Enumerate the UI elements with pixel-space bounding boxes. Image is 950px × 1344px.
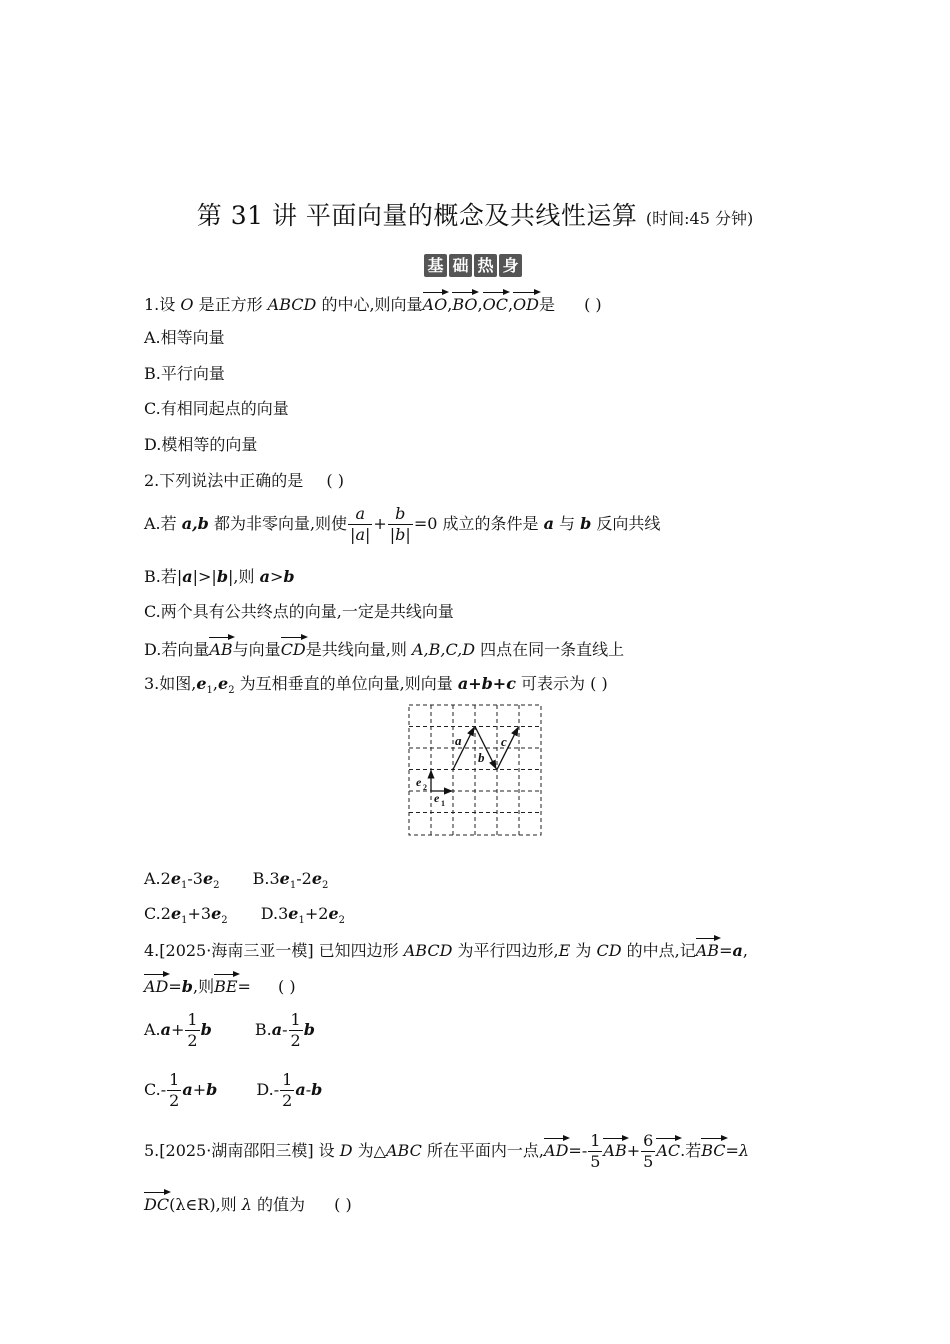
var-a: a (182, 1080, 193, 1099)
q2-option-d[interactable] (144, 637, 624, 660)
frac-den: |b| (389, 525, 411, 544)
fraction-one-fifth (588, 1131, 602, 1172)
badge-char: 身 (499, 254, 522, 277)
q3-option-c[interactable] (144, 904, 228, 927)
worksheet-title (0, 196, 950, 232)
question-5-stem-cont (144, 1192, 352, 1215)
q2-a-text: 反向共线 (591, 514, 661, 533)
equals: = (719, 941, 733, 960)
q4-option-b[interactable] (254, 1010, 315, 1050)
q4-options-row-2 (144, 1070, 322, 1111)
subscript: 2 (228, 685, 235, 697)
var-b: b (181, 977, 193, 996)
frac-den: 2 (187, 1031, 198, 1050)
label-a: a (455, 733, 462, 748)
vector-oc: OC (483, 292, 508, 315)
frac-num: 6 (643, 1131, 654, 1150)
subscript: 1 (206, 685, 213, 697)
q1-point-o: O (180, 295, 194, 314)
subscript: 1 (289, 880, 297, 892)
subscript: 1 (181, 915, 188, 927)
q2-d-text: 与向量 (232, 640, 281, 659)
coef: -2 (296, 869, 312, 888)
plus-sign: + (192, 1080, 207, 1099)
q2-a-text: A.若 (144, 514, 182, 533)
lambda: λ (241, 1195, 252, 1214)
q2-option-c[interactable]: C.两个具有公共终点的向量,一定是共线向量 (144, 602, 454, 621)
plus-sign: + (373, 514, 387, 533)
q2-a-text: 与 (553, 514, 581, 533)
comma: , (477, 295, 483, 314)
question-3-stem (144, 674, 608, 701)
coef: 3 (269, 869, 280, 888)
section-badge (424, 254, 522, 277)
lambda: λ (738, 1141, 750, 1160)
q1-square: ABCD (267, 295, 317, 314)
subscript: 2 (338, 915, 346, 927)
var-b: b (283, 567, 295, 586)
q2-b-text: B.若| (144, 567, 183, 586)
var-b: b (580, 514, 592, 533)
minus-sign: - (305, 1080, 312, 1099)
vector-grid-figure (408, 704, 542, 838)
var-a: a (295, 1080, 306, 1099)
label-e1-sub: 1 (441, 799, 445, 808)
frac-den: 2 (282, 1091, 293, 1110)
vector-bo: BO (452, 292, 477, 315)
q3-options-row-1 (144, 869, 328, 896)
var-a: a (271, 1020, 283, 1039)
q4-option-c[interactable] (144, 1070, 218, 1110)
q4-point-e: E (558, 941, 571, 960)
comma: , (742, 941, 748, 960)
var-b: b (206, 1080, 218, 1099)
var-e1: e (196, 674, 207, 693)
vector-be: BE (214, 974, 237, 997)
plus-sign: + (626, 1141, 641, 1160)
option-label: C. (144, 904, 161, 923)
var-b: b (216, 567, 228, 586)
fraction-half (185, 1010, 199, 1051)
fraction-half (280, 1070, 294, 1111)
subscript: 2 (213, 880, 220, 892)
coef: +2 (304, 904, 329, 923)
fraction-b-over-norm-b (388, 504, 413, 545)
vector-ad: AD (144, 974, 168, 997)
q3-options-row-2 (144, 904, 345, 931)
q4-text: ,则 (192, 977, 215, 996)
answer-paren: ( ) (584, 295, 602, 314)
plus-sign: + (171, 1020, 185, 1039)
q5-text: 所在平面内一点, (421, 1141, 545, 1160)
vector-dc: DC (144, 1192, 169, 1215)
frac-den: |a| (350, 525, 371, 544)
q2-a-vars: a,b (181, 514, 209, 533)
badge-char: 基 (424, 254, 447, 277)
question-4-stem (144, 938, 748, 961)
fraction-half (289, 1010, 303, 1051)
q2-a-text: 都为非零向量,则使 (208, 514, 348, 533)
q2-d-text: 四点在同一条直线上 (475, 640, 625, 659)
var-e1: e (170, 904, 182, 923)
subscript: 1 (181, 880, 188, 892)
q2-d-text: D.若向量 (144, 640, 210, 659)
q4-quad: ABCD (403, 941, 453, 960)
frac-num: 1 (187, 1010, 198, 1029)
equals: = (725, 1141, 739, 1160)
var-b: b (200, 1020, 212, 1039)
frac-num: 1 (169, 1070, 180, 1089)
q3-text: 为互相垂直的单位向量,则向量 (234, 674, 458, 693)
option-label: B. (254, 1020, 272, 1039)
subscript: 2 (322, 880, 329, 892)
q5-point-d: D (339, 1141, 353, 1160)
q2-b-text: |,则 (228, 567, 260, 586)
comma: , (447, 295, 453, 314)
var-a: a (259, 567, 270, 586)
question-4-stem-cont (144, 974, 296, 997)
subscript: 2 (221, 915, 228, 927)
q1-prefix: 1.设 (144, 295, 181, 314)
q2-option-b[interactable] (144, 567, 295, 587)
var-e1: e (279, 869, 290, 888)
var-e2: e (311, 869, 323, 888)
option-label: A. (144, 1020, 161, 1039)
equals: =- (568, 1141, 588, 1160)
vector-ad: AD (544, 1138, 568, 1161)
option-label: C.- (144, 1080, 167, 1099)
vector-ab: AB (603, 1138, 626, 1161)
q2-d-points: A,B,C,D (411, 640, 476, 659)
coef: +3 (187, 904, 212, 923)
minus-sign: - (282, 1020, 288, 1039)
answer-paren: ( ) (278, 977, 296, 996)
q4-option-a[interactable] (144, 1010, 212, 1050)
coef: 2 (160, 869, 171, 888)
q4-text: 的中点,记 (621, 941, 696, 960)
frac-den: 5 (643, 1152, 654, 1171)
q5-text: 5.[2025·湖南邵阳三模] 设 (144, 1141, 340, 1160)
var-e2: e (211, 904, 222, 923)
q5-text: .若 (680, 1141, 702, 1160)
q4-text: 为平行四边形, (452, 941, 559, 960)
option-label: D.- (256, 1080, 280, 1099)
q1-option-d[interactable]: D.模相等的向量 (144, 435, 258, 454)
var-a: a (543, 514, 554, 533)
q3-option-b[interactable] (252, 869, 329, 892)
q4-side-cd: CD (596, 941, 622, 960)
var-a: a (732, 941, 743, 960)
q5-text: 的值为 (251, 1195, 306, 1214)
q3-text: 3.如图, (144, 674, 197, 693)
q1-option-c[interactable]: C.有相同起点的向量 (144, 399, 289, 418)
comma: , (212, 674, 219, 693)
answer-paren: ( ) (590, 674, 608, 693)
option-label: D. (260, 904, 279, 923)
q4-text: 为 (570, 941, 597, 960)
vector-cd: CD (281, 637, 306, 660)
frac-num: 1 (282, 1070, 293, 1089)
q5-text: (λ∈R),则 (169, 1195, 242, 1214)
badge-char: 础 (449, 254, 472, 277)
q2-stem-text: 2.下列说法中正确的是 (144, 471, 304, 490)
var-e2: e (328, 904, 339, 923)
coef: 2 (160, 904, 171, 923)
var-a: a (160, 1020, 172, 1039)
coef: -3 (187, 869, 203, 888)
question-2-stem (144, 471, 344, 491)
q1-text: 是 (538, 295, 555, 314)
vector-bc: BC (701, 1138, 725, 1161)
var-e2: e (202, 869, 214, 888)
var-b: b (303, 1020, 315, 1039)
option-label: B. (252, 869, 270, 888)
option-label: A. (144, 869, 161, 888)
q1-option-a[interactable]: A.相等向量 (144, 328, 225, 347)
q2-d-text: 是共线向量,则 (305, 640, 412, 659)
q3-expression: a+b+c (457, 674, 516, 693)
q4-options-row-1 (144, 1010, 315, 1051)
var-e1: e (170, 869, 182, 888)
subscript: 1 (298, 915, 305, 927)
q2-a-text: =0 成立的条件是 (413, 514, 544, 533)
label-e2-sub: 2 (423, 783, 427, 792)
vector-ac: AC (656, 1138, 680, 1161)
dashed-grid (409, 705, 541, 835)
frac-den: 2 (169, 1091, 180, 1110)
vector-ab: AB (209, 637, 232, 660)
q2-b-text: |>| (192, 567, 217, 586)
vector-ao: AO (423, 292, 448, 315)
vector-od: OD (513, 292, 539, 315)
var-e2: e (218, 674, 229, 693)
frac-num: 1 (590, 1131, 601, 1150)
vector-ab: AB (696, 938, 719, 961)
coef: 3 (278, 904, 289, 923)
comma: , (507, 295, 514, 314)
label-b: b (478, 750, 485, 765)
q1-text: 的中心,则向量 (316, 295, 423, 314)
frac-den: 2 (290, 1031, 301, 1050)
q3-text: 可表示为 (515, 674, 586, 693)
q5-text: 为△ (352, 1141, 386, 1160)
q5-triangle: ABC (385, 1141, 422, 1160)
equals: = (168, 977, 182, 996)
question-5-stem (144, 1131, 749, 1172)
var-b: b (311, 1080, 323, 1099)
frac-num: 1 (290, 1010, 301, 1029)
q3-option-a[interactable] (144, 869, 220, 892)
gt-sign: > (269, 567, 284, 586)
label-c: c (501, 734, 507, 749)
label-e2: e (416, 775, 422, 789)
q3-option-d[interactable] (260, 904, 346, 927)
q4-option-d[interactable] (256, 1070, 323, 1110)
var-e1: e (288, 904, 299, 923)
answer-paren: ( ) (326, 471, 344, 490)
q2-option-a[interactable] (144, 504, 660, 545)
q1-option-b[interactable]: B.平行向量 (144, 364, 225, 383)
fraction-half (167, 1070, 181, 1111)
title-text: 第 31 讲 平面向量的概念及共线性运算 (196, 201, 638, 230)
q4-text: 4.[2025·海南三亚一模] 已知四边形 (144, 941, 404, 960)
label-e1: e (434, 791, 440, 805)
frac-num: b (388, 504, 413, 525)
fraction-a-over-norm-a (348, 504, 372, 545)
frac-den: 5 (590, 1152, 601, 1171)
time-note: (时间:45 分钟) (645, 209, 754, 228)
answer-paren: ( ) (334, 1195, 352, 1214)
var-a: a (182, 567, 193, 586)
q1-text: 是正方形 (193, 295, 268, 314)
equals: = (237, 977, 251, 996)
frac-num: a (348, 504, 372, 525)
fraction-six-fifths (641, 1131, 655, 1172)
question-1-stem (144, 292, 602, 315)
badge-char: 热 (474, 254, 497, 277)
